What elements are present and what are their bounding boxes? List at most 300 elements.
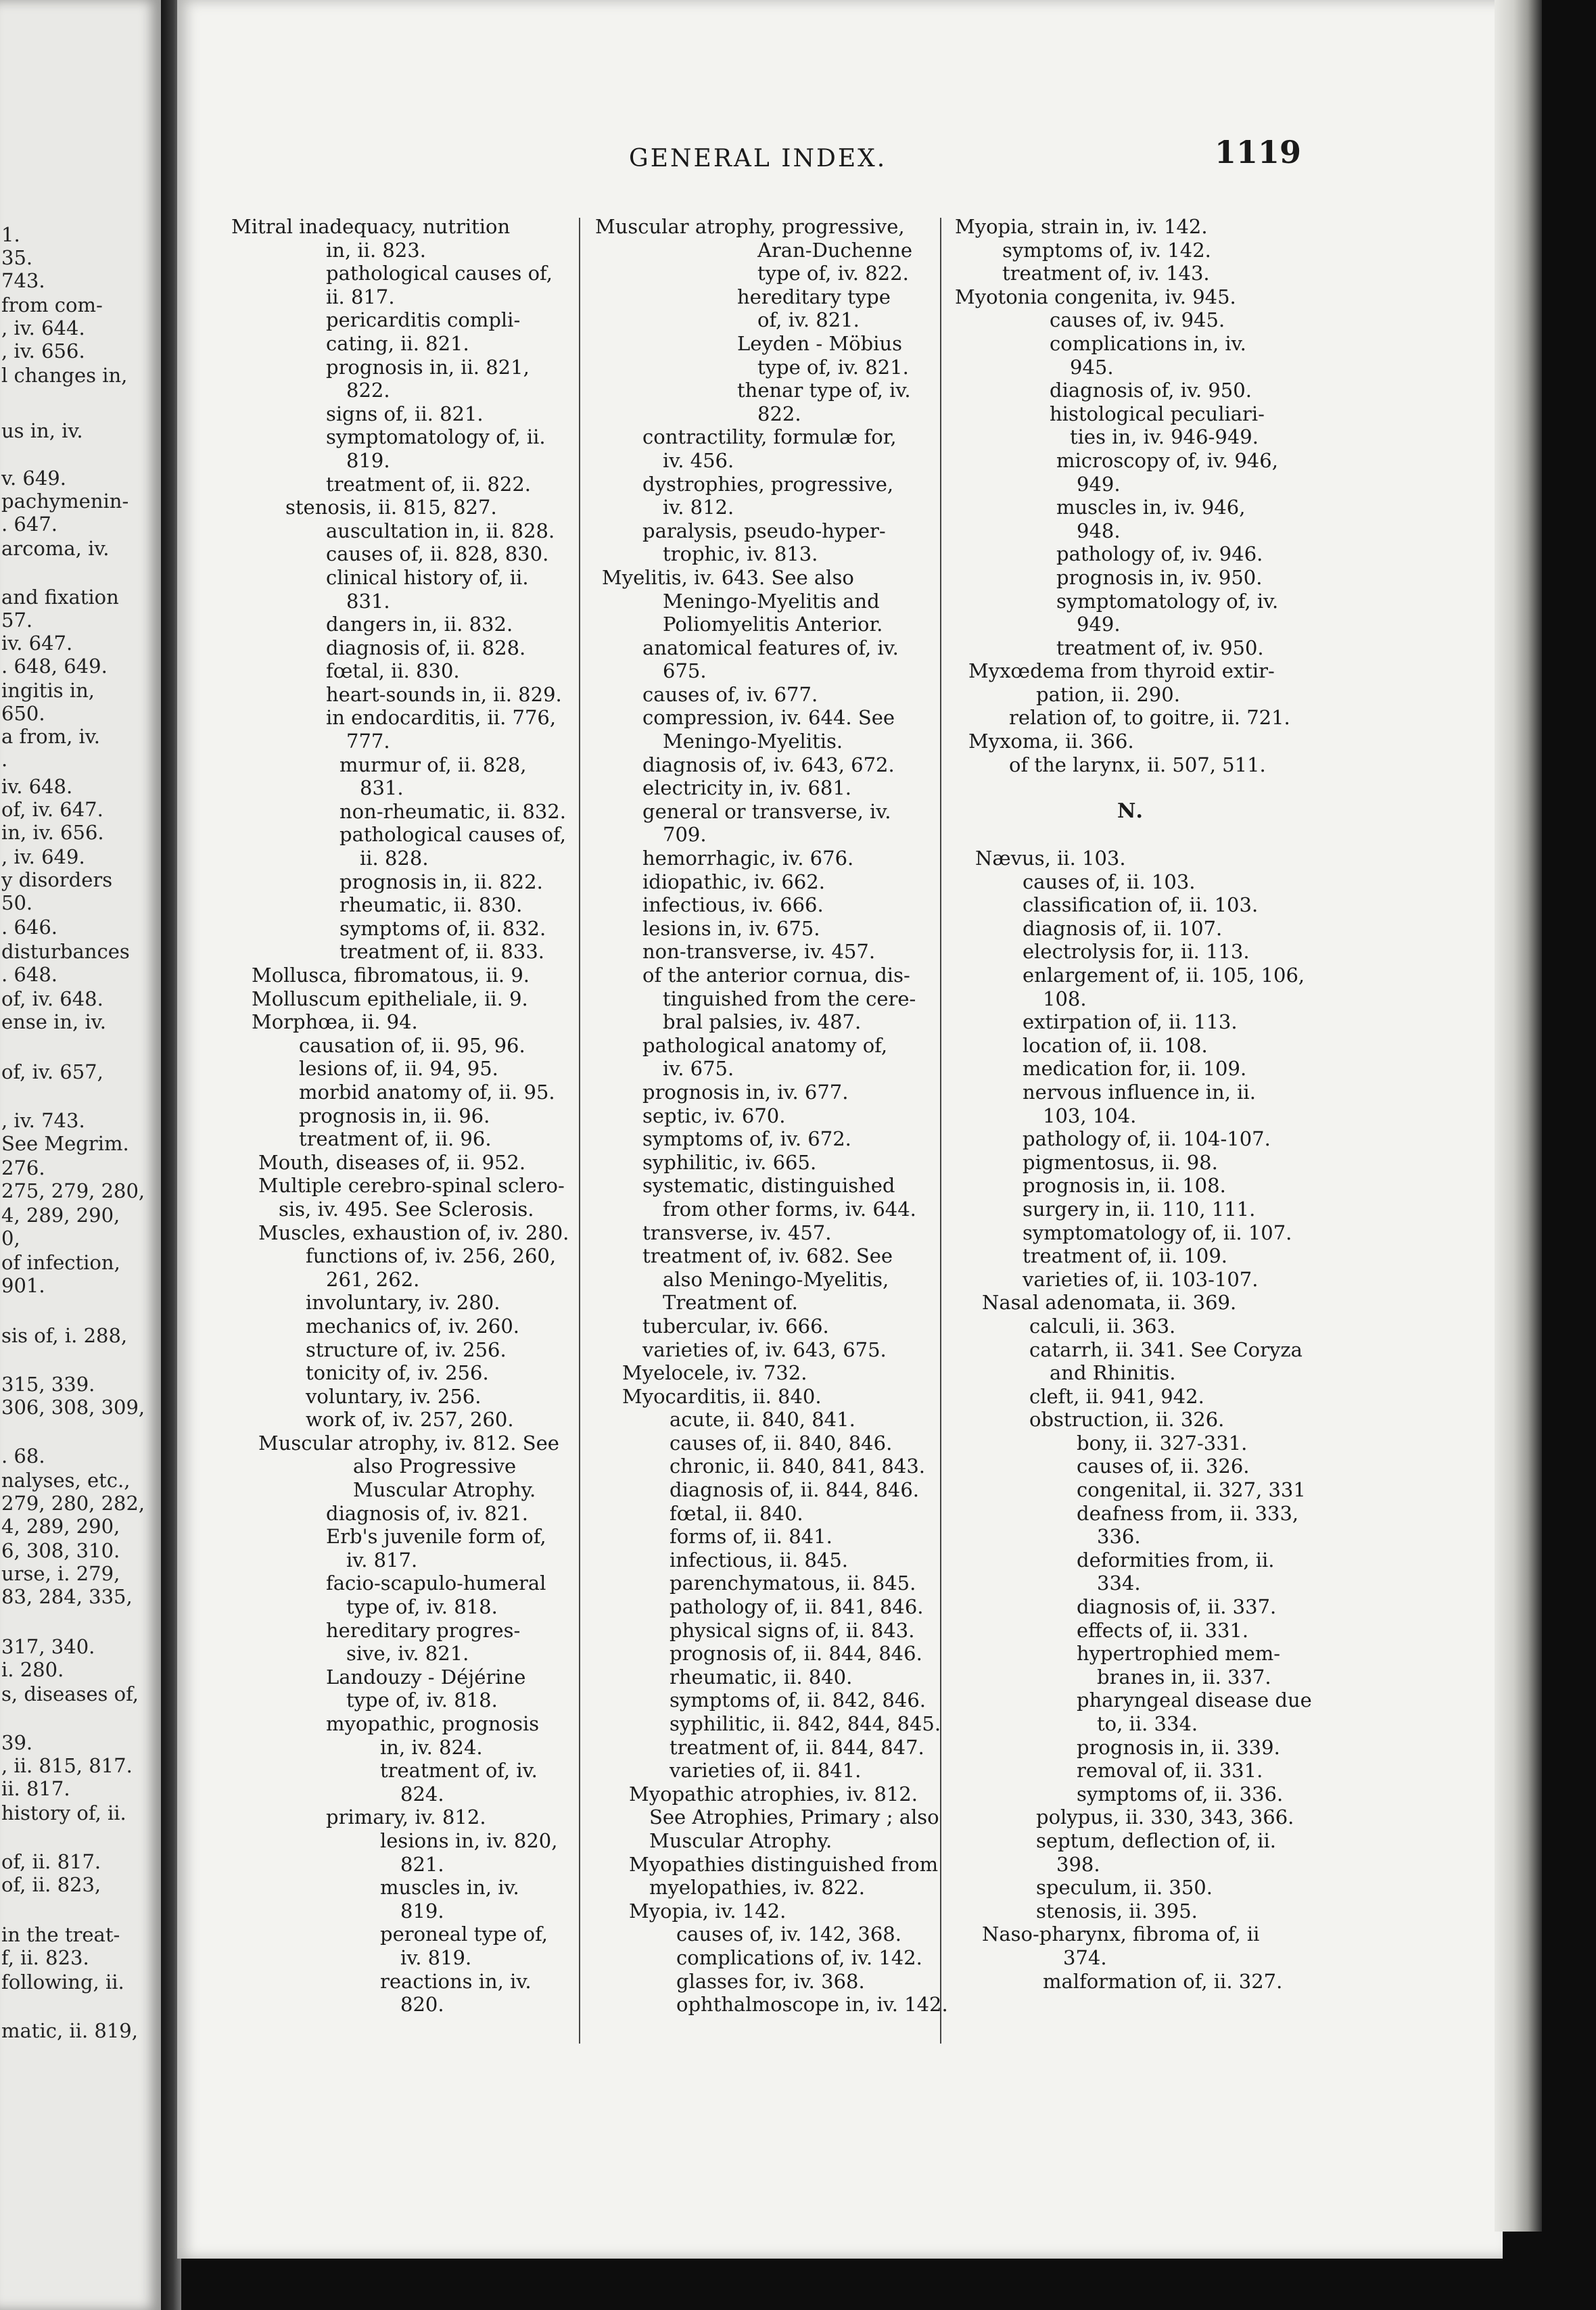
index-entry: pigmentosus, ii. 98. [1023, 1150, 1218, 1174]
prev-page-text-fragment: iv. 648. [1, 775, 73, 798]
column-rule-1 [579, 218, 580, 2044]
index-entry: syphilitic, iv. 665. [642, 1150, 817, 1174]
index-entry: diagnosis of, iv. 643, 672. [642, 753, 895, 776]
prev-page-text-fragment: 275, 279, 280, [1, 1179, 145, 1202]
index-entry: dystrophies, progressive, [642, 472, 894, 496]
prev-page-text-fragment: . 647. [1, 513, 58, 536]
index-entry: treatment of, iv. 682. See [642, 1244, 893, 1268]
index-entry: type of, iv. 821. [757, 355, 909, 379]
index-entry: in endocarditis, ii. 776, [326, 706, 557, 730]
index-entry: hemorrhagic, iv. 676. [642, 847, 854, 870]
prev-page-text-fragment: . [1, 748, 8, 771]
prev-page-text-fragment: 901. [1, 1274, 45, 1297]
index-entry: pathology of, ii. 841, 846. [670, 1595, 924, 1619]
index-entry: diagnosis of, ii. 337. [1077, 1595, 1277, 1619]
index-entry: infectious, ii. 845. [670, 1548, 849, 1572]
index-entry: cleft, ii. 941, 942. [1029, 1384, 1204, 1408]
index-column-3 [955, 215, 1312, 1993]
index-entry: 336. [1097, 1525, 1141, 1549]
prev-page-text-fragment: y disorders [1, 868, 113, 891]
index-entry: murmur of, ii. 828, [339, 753, 527, 776]
index-entry: treatment of, iv. 950. [1056, 636, 1264, 659]
index-entry: stenosis, ii. 815, 827. [285, 496, 497, 519]
prev-page-text-fragment: . 648, 649. [1, 655, 108, 678]
index-entry: symptomatology of, iv. [1056, 589, 1279, 613]
index-entry: dangers in, ii. 832. [326, 613, 513, 636]
index-entry: electrolysis for, ii. 113. [1023, 940, 1250, 964]
prev-page-text-fragment: history of, ii. [1, 1801, 126, 1824]
index-entry: of the larynx, ii. 507, 511. [1009, 753, 1266, 776]
index-entry: symptoms of, ii. 336. [1077, 1782, 1284, 1806]
index-entry: Multiple cerebro-spinal sclero- [258, 1174, 565, 1198]
index-entry: 820. [400, 1993, 444, 2017]
prev-page-text-fragment: . 68. [1, 1444, 45, 1467]
index-entry: sis, iv. 495. See Sclerosis. [279, 1197, 534, 1221]
index-entry: hypertrophied mem- [1077, 1642, 1281, 1666]
index-entry: transverse, iv. 457. [642, 1221, 832, 1244]
index-entry: complications of, iv. 142. [676, 1946, 922, 1969]
index-entry: clinical history of, ii. [326, 565, 529, 589]
index-entry: septum, deflection of, ii. [1036, 1829, 1276, 1852]
index-entry: prognosis in, ii. 96. [299, 1104, 490, 1127]
index-entry: from other forms, iv. 644. [663, 1197, 916, 1221]
index-entry: Nasal adenomata, ii. 369. [982, 1291, 1237, 1315]
index-entry: signs of, ii. 821. [326, 402, 484, 425]
index-entry: idiopathic, iv. 662. [642, 870, 825, 893]
index-entry: Erb's juvenile form of, [326, 1525, 546, 1549]
index-entry: electricity in, iv. 681. [642, 776, 852, 800]
index-entry [955, 823, 1300, 847]
index-entry: surgery in, ii. 110, 111. [1023, 1197, 1256, 1221]
prev-page-text-fragment: sis of, i. 288, [1, 1324, 128, 1347]
index-entry: Morphœa, ii. 94. [252, 1010, 418, 1034]
index-entry: in, iv. 824. [380, 1735, 483, 1759]
index-entry: voluntary, iv. 256. [306, 1384, 482, 1408]
index-entry: causes of, ii. 326. [1077, 1455, 1250, 1478]
index-entry: treatment of, ii. 844, 847. [670, 1735, 924, 1759]
index-entry: chronic, ii. 840, 841, 843. [670, 1455, 926, 1478]
index-entry: causes of, iv. 142, 368. [676, 1923, 901, 1946]
prev-page-text-fragment: 4, 289, 290, [1, 1204, 120, 1227]
index-entry: 948. [1077, 519, 1121, 542]
prev-page-text-fragment: 39. [1, 1731, 33, 1754]
index-entry: tubercular, iv. 666. [642, 1314, 829, 1338]
index-entry: in, ii. 823. [326, 238, 426, 262]
prev-page-text-fragment: ii. 817. [1, 1777, 70, 1800]
prev-page-text-fragment: disturbances [1, 940, 130, 963]
index-entry: acute, ii. 840, 841. [670, 1408, 855, 1432]
index-entry: Treatment of. [663, 1291, 798, 1315]
index-entry: fœtal, ii. 840. [670, 1501, 803, 1525]
index-entry: relation of, to goitre, ii. 721. [1009, 706, 1290, 730]
index-entry: thenar type of, iv. [737, 379, 911, 402]
index-entry: non-rheumatic, ii. 832. [339, 799, 566, 823]
index-entry: 819. [400, 1899, 444, 1923]
index-column-1 [231, 215, 576, 2017]
index-entry: fœtal, ii. 830. [326, 659, 460, 683]
index-entry: pathology of, iv. 946. [1056, 542, 1263, 566]
index-entry: nervous influence in, ii. [1023, 1080, 1256, 1104]
prev-page-text-fragment: 83, 284, 335, [1, 1585, 133, 1608]
prev-page-text-fragment: in, iv. 656. [1, 821, 104, 844]
index-entry: microscopy of, iv. 946, [1056, 448, 1278, 472]
index-entry: paralysis, pseudo-hyper- [642, 519, 886, 542]
index-entry: Muscular Atrophy. [649, 1829, 832, 1852]
index-entry: cating, ii. 821. [326, 331, 469, 355]
prev-page-text-fragment: , iv. 644. [1, 316, 85, 339]
index-entry: prognosis in, ii. 339. [1077, 1735, 1280, 1759]
prev-page-text-fragment: s, diseases of, [1, 1682, 139, 1705]
index-entry: auscultation in, ii. 828. [326, 519, 555, 542]
prev-page-text-fragment: 306, 308, 309, [1, 1396, 145, 1419]
prev-page-text-fragment: ense in, iv. [1, 1010, 106, 1033]
index-entry: complications in, iv. [1050, 331, 1246, 355]
index-entry: structure of, iv. 256. [306, 1338, 507, 1361]
index-entry: iv. 456. [663, 448, 734, 472]
index-entry: treatment of, ii. 833. [339, 940, 544, 964]
index-entry: malformation of, ii. 327. [1043, 1969, 1283, 1993]
index-entry: pathological causes of, [326, 262, 553, 285]
prev-page-text-fragment: , iv. 656. [1, 339, 85, 362]
index-entry: 777. [346, 730, 390, 753]
index-entry: diagnosis of, ii. 828. [326, 636, 526, 659]
prev-page-text-fragment: of, iv. 647. [1, 798, 103, 821]
index-entry: 824. [400, 1782, 444, 1806]
index-entry: Myelitis, iv. 643. See also [602, 565, 854, 589]
index-entry: histological peculiari- [1050, 402, 1265, 425]
index-entry: Muscular atrophy, iv. 812. See [258, 1431, 559, 1455]
index-entry: tinguished from the cere- [663, 987, 916, 1010]
prev-page-text-fragment: of infection, [1, 1251, 120, 1274]
index-entry: symptoms of, ii. 842, 846. [670, 1689, 926, 1712]
index-entry: non-transverse, iv. 457. [642, 940, 876, 964]
index-entry: 831. [360, 776, 404, 800]
index-entry: treatment of, iv. [380, 1759, 538, 1783]
index-entry: medication for, ii. 109. [1023, 1057, 1247, 1081]
index-entry: prognosis in, ii. 822. [339, 870, 543, 893]
prev-page-text-fragment: 650. [1, 702, 45, 725]
index-entry: and Rhinitis. [1050, 1361, 1176, 1385]
index-entry: sive, iv. 821. [346, 1642, 469, 1666]
index-entry: 103, 104. [1043, 1104, 1137, 1127]
prev-page-text-fragment: 35. [1, 246, 33, 269]
index-column-2 [595, 215, 948, 2017]
index-entry: parenchymatous, ii. 845. [670, 1572, 916, 1595]
index-entry: physical signs of, ii. 843. [670, 1618, 915, 1642]
index-entry: Leyden - Möbius [737, 331, 902, 355]
prev-page-text-fragment: . 648. [1, 963, 58, 986]
index-entry: iv. 817. [346, 1548, 418, 1572]
index-entry: deafness from, ii. 333, [1077, 1501, 1299, 1525]
index-entry: type of, iv. 818. [346, 1595, 498, 1619]
index-entry: varieties of, iv. 643, 675. [642, 1338, 887, 1361]
index-entry: treatment of, iv. 143. [1002, 262, 1210, 285]
index-entry: reactions in, iv. [380, 1969, 532, 1993]
index-entry: glasses for, iv. 368. [676, 1969, 865, 1993]
index-entry [955, 776, 1300, 800]
index-entry: contractility, formulæ for, [642, 425, 897, 449]
prev-page-text-fragment: following, ii. [1, 1971, 124, 1994]
index-entry: 374. [1063, 1946, 1107, 1969]
index-entry: syphilitic, ii. 842, 844, 845. [670, 1712, 941, 1735]
index-entry: Aran-Duchenne [757, 238, 913, 262]
index-entry: muscles in, iv. 946, [1056, 496, 1246, 519]
index-entry: bral palsies, iv. 487. [663, 1010, 862, 1034]
index-entry: symptomatology of, ii. [326, 425, 546, 449]
index-entry: type of, iv. 818. [346, 1689, 498, 1712]
index-entry: treatment of, ii. 96. [299, 1127, 492, 1151]
prev-page-text-fragment: , ii. 815, 817. [1, 1754, 133, 1777]
prev-page-text-fragment: , iv. 649. [1, 845, 85, 868]
index-entry: iv. 819. [400, 1946, 472, 1969]
index-entry: classification of, ii. 103. [1023, 893, 1259, 917]
index-entry: congenital, ii. 327, 331 [1077, 1478, 1306, 1502]
index-entry: ophthalmoscope in, iv. 142. [676, 1993, 948, 2017]
index-entry: ii. 817. [326, 285, 395, 308]
index-entry: prognosis of, ii. 844, 846. [670, 1642, 922, 1666]
index-entry: Myopathies distinguished from [629, 1852, 939, 1876]
index-entry: pathology of, ii. 104-107. [1023, 1127, 1271, 1151]
previous-page-fragment [0, 0, 161, 2310]
index-entry: 675. [663, 659, 707, 683]
index-entry: treatment of, ii. 822. [326, 472, 531, 496]
index-entry: Myelocele, iv. 732. [622, 1361, 807, 1385]
prev-page-text-fragment: , iv. 743. [1, 1109, 85, 1132]
index-entry: extirpation of, ii. 113. [1023, 1010, 1238, 1034]
index-entry: causes of, iv. 677. [642, 682, 818, 706]
index-entry: treatment of, ii. 109. [1023, 1244, 1227, 1268]
index-entry: 398. [1056, 1852, 1100, 1876]
index-entry: causes of, ii. 828, 830. [326, 542, 549, 566]
index-entry: of, iv. 821. [757, 308, 860, 332]
index-entry: Poliomyelitis Anterior. [663, 613, 883, 636]
prev-page-text-fragment: 57. [1, 609, 33, 632]
index-entry: symptomatology of, ii. 107. [1023, 1221, 1292, 1244]
index-entry: pharyngeal disease due [1077, 1689, 1312, 1712]
index-entry: tonicity of, iv. 256. [306, 1361, 489, 1385]
prev-page-text-fragment: matic, ii. 819, [1, 2019, 138, 2042]
prev-page-text-fragment: of, ii. 823, [1, 1873, 101, 1896]
prev-page-text-fragment: 743. [1, 269, 45, 292]
index-entry: 709. [663, 823, 707, 847]
index-entry: septic, iv. 670. [642, 1104, 786, 1127]
index-entry: 831. [346, 589, 390, 613]
index-entry: iv. 812. [663, 496, 734, 519]
prev-page-text-fragment: from com- [1, 293, 103, 316]
index-entry: general or transverse, iv. [642, 799, 891, 823]
section-letter-heading: N. [1117, 799, 1144, 823]
index-entry: anatomical features of, iv. [642, 636, 899, 659]
prev-page-text-fragment: v. 649. [1, 467, 66, 490]
index-entry: muscles in, iv. [380, 1876, 519, 1900]
index-entry: obstruction, ii. 326. [1029, 1408, 1225, 1432]
index-entry: prognosis in, iv. 677. [642, 1080, 849, 1104]
index-entry: 949. [1077, 472, 1121, 496]
index-entry: causation of, ii. 95, 96. [299, 1033, 525, 1057]
index-entry: morbid anatomy of, ii. 95. [299, 1080, 555, 1104]
index-entry: prognosis in, ii. 821, [326, 355, 530, 379]
index-entry: pericarditis compli- [326, 308, 521, 332]
index-entry: diagnosis of, ii. 844, 846. [670, 1478, 920, 1502]
index-entry: infectious, iv. 666. [642, 893, 824, 917]
index-entry: polypus, ii. 330, 343, 366. [1036, 1806, 1294, 1829]
index-entry: rheumatic, ii. 830. [339, 893, 523, 917]
index-entry: See Atrophies, Primary ; also [649, 1806, 939, 1829]
index-entry: myopathic, prognosis [326, 1712, 540, 1735]
index-entry: Landouzy - Déjérine [326, 1665, 526, 1689]
prev-page-text-fragment: of, iv. 657, [1, 1060, 103, 1083]
index-entry: causes of, ii. 103. [1023, 870, 1196, 893]
index-entry: enlargement of, ii. 105, 106, [1023, 964, 1305, 987]
index-entry: hereditary type [737, 285, 891, 308]
index-entry: removal of, ii. 331. [1077, 1759, 1263, 1783]
prev-page-text-fragment: ingitis in, [1, 679, 95, 702]
index-entry: Muscles, exhaustion of, iv. 280. [258, 1221, 569, 1244]
index-entry: diagnosis of, iv. 821. [326, 1501, 528, 1525]
index-entry: pation, ii. 290. [1036, 682, 1180, 706]
index-entry: causes of, ii. 840, 846. [670, 1431, 893, 1455]
index-entry: Myocarditis, ii. 840. [622, 1384, 822, 1408]
index-entry: 821. [400, 1852, 444, 1876]
index-entry: pathological anatomy of, [642, 1033, 888, 1057]
prev-page-text-fragment: a from, iv. [1, 725, 100, 748]
index-entry: catarrh, ii. 341. See Coryza [1029, 1338, 1302, 1361]
page-edge-shadow [1495, 0, 1542, 2232]
index-entry: functions of, iv. 256, 260, [306, 1244, 557, 1268]
prev-page-text-fragment: in the treat- [1, 1923, 120, 1946]
prev-page-text-fragment: 276. [1, 1156, 45, 1179]
index-entry: symptoms of, ii. 832. [339, 916, 546, 940]
index-entry: of the anterior cornua, dis- [642, 964, 910, 987]
index-entry: Muscular Atrophy. [353, 1478, 536, 1502]
index-entry: ii. 828. [360, 847, 429, 870]
prev-page-text-fragment: 317, 340. [1, 1635, 95, 1658]
index-entry: to, ii. 334. [1097, 1712, 1198, 1735]
index-entry: also Meningo-Myelitis, [663, 1267, 889, 1291]
index-entry: involuntary, iv. 280. [306, 1291, 500, 1315]
index-entry: myelopathies, iv. 822. [649, 1876, 865, 1900]
prev-page-text-fragment: f, ii. 823. [1, 1946, 89, 1969]
index-entry: 949. [1077, 613, 1121, 636]
index-entry: Meningo-Myelitis. [663, 730, 843, 753]
prev-page-text-fragment: urse, i. 279, [1, 1562, 120, 1585]
prev-page-text-fragment: 315, 339. [1, 1373, 95, 1396]
index-entry: Naso-pharynx, fibroma of, ii [982, 1923, 1260, 1946]
index-entry: pathological causes of, [339, 823, 566, 847]
prev-page-text-fragment: i. 280. [1, 1658, 64, 1681]
prev-page-text-fragment: iv. 647. [1, 632, 73, 655]
prev-page-text-fragment: 50. [1, 891, 33, 914]
prev-page-text-fragment: 4, 289, 290, [1, 1515, 120, 1538]
index-entry: rheumatic, ii. 840. [670, 1665, 853, 1689]
index-entry: Molluscum epitheliale, ii. 9. [252, 987, 528, 1010]
index-entry: 822. [757, 402, 801, 425]
index-entry: Myopathic atrophies, iv. 812. [629, 1782, 918, 1806]
index-entry: lesions in, iv. 675. [642, 916, 820, 940]
index-entry: speculum, ii. 350. [1036, 1876, 1213, 1900]
index-entry: Muscular atrophy, progressive, [595, 215, 905, 238]
index-entry: lesions in, iv. 820, [380, 1829, 558, 1852]
index-entry: 261, 262. [326, 1267, 420, 1291]
prev-page-text-fragment: us in, iv. [1, 419, 83, 442]
prev-page-text-fragment: of, iv. 648. [1, 987, 103, 1010]
prev-page-text-fragment: nalyses, etc., [1, 1469, 131, 1492]
prev-page-text-fragment: arcoma, iv. [1, 537, 110, 560]
index-entry: work of, iv. 257, 260. [306, 1408, 514, 1432]
page-number: 1119 [1215, 134, 1302, 170]
index-entry: primary, iv. 812. [326, 1806, 486, 1829]
column-rule-2 [940, 218, 941, 2044]
index-entry: ties in, iv. 946-949. [1070, 425, 1259, 449]
index-entry: varieties of, ii. 841. [670, 1759, 862, 1783]
index-entry: 945. [1070, 355, 1114, 379]
prev-page-text-fragment: See Megrim. [1, 1132, 129, 1155]
index-entry: type of, iv. 822. [757, 262, 909, 285]
index-entry: deformities from, ii. [1077, 1548, 1275, 1572]
running-head: GENERAL INDEX. [629, 145, 887, 172]
index-entry: effects of, ii. 331. [1077, 1618, 1249, 1642]
index-entry: location of, ii. 108. [1023, 1033, 1208, 1057]
index-entry: diagnosis of, ii. 107. [1023, 916, 1223, 940]
prev-page-text-fragment: l changes in, [1, 364, 128, 387]
index-entry: diagnosis of, iv. 950. [1050, 379, 1252, 402]
prev-page-text-fragment: 279, 280, 282, [1, 1492, 145, 1515]
index-entry: compression, iv. 644. See [642, 706, 895, 730]
index-entry: 822. [346, 379, 390, 402]
index-entry: Myxoma, ii. 366. [968, 730, 1134, 753]
index-entry: 819. [346, 448, 390, 472]
prev-page-text-fragment: 0, [1, 1227, 20, 1250]
prev-page-text-fragment: pachymenin- [1, 490, 129, 513]
index-entry: branes in, ii. 337. [1097, 1665, 1271, 1689]
index-entry: prognosis in, iv. 950. [1056, 565, 1263, 589]
index-entry: bony, ii. 327-331. [1077, 1431, 1248, 1455]
index-entry: peroneal type of, [380, 1923, 548, 1946]
index-entry: lesions of, ii. 94, 95. [299, 1057, 498, 1081]
prev-page-text-fragment: 1. [1, 223, 20, 246]
index-entry: trophic, iv. 813. [663, 542, 818, 566]
index-entry: Meningo-Myelitis and [663, 589, 880, 613]
index-entry: calculi, ii. 363. [1029, 1314, 1176, 1338]
index-entry: Myopia, iv. 142. [629, 1899, 787, 1923]
index-entry: mechanics of, iv. 260. [306, 1314, 519, 1338]
index-entry: causes of, iv. 945. [1050, 308, 1225, 332]
index-entry: 334. [1097, 1572, 1141, 1595]
index-entry: Mollusca, fibromatous, ii. 9. [252, 964, 530, 987]
index-entry: Myopia, strain in, iv. 142. [955, 215, 1208, 238]
prev-page-text-fragment: . 646. [1, 916, 58, 939]
index-entry: varieties of, ii. 103-107. [1023, 1267, 1259, 1291]
index-entry: symptoms of, iv. 672. [642, 1127, 851, 1151]
index-entry: facio-scapulo-humeral [326, 1572, 546, 1595]
index-entry: heart-sounds in, ii. 829. [326, 682, 562, 706]
prev-page-text-fragment: of, ii. 817. [1, 1850, 101, 1873]
index-entry: symptoms of, iv. 142. [1002, 238, 1211, 262]
index-entry: hereditary progres- [326, 1618, 521, 1642]
index-entry: Mitral inadequacy, nutrition [231, 215, 511, 238]
index-entry: Myotonia congenita, iv. 945. [955, 285, 1236, 308]
index-entry: 108. [1043, 987, 1087, 1010]
index-entry: Nævus, ii. 103. [975, 847, 1126, 870]
prev-page-text-fragment: and fixation [1, 586, 119, 609]
index-entry: stenosis, ii. 395. [1036, 1899, 1198, 1923]
index-entry: Mouth, diseases of, ii. 952. [258, 1150, 526, 1174]
prev-page-text-fragment: 6, 308, 310. [1, 1539, 120, 1562]
index-entry: Myxœdema from thyroid extir- [968, 659, 1275, 683]
index-entry: iv. 675. [663, 1057, 734, 1081]
index-entry: systematic, distinguished [642, 1174, 895, 1198]
index-entry: forms of, ii. 841. [670, 1525, 832, 1549]
